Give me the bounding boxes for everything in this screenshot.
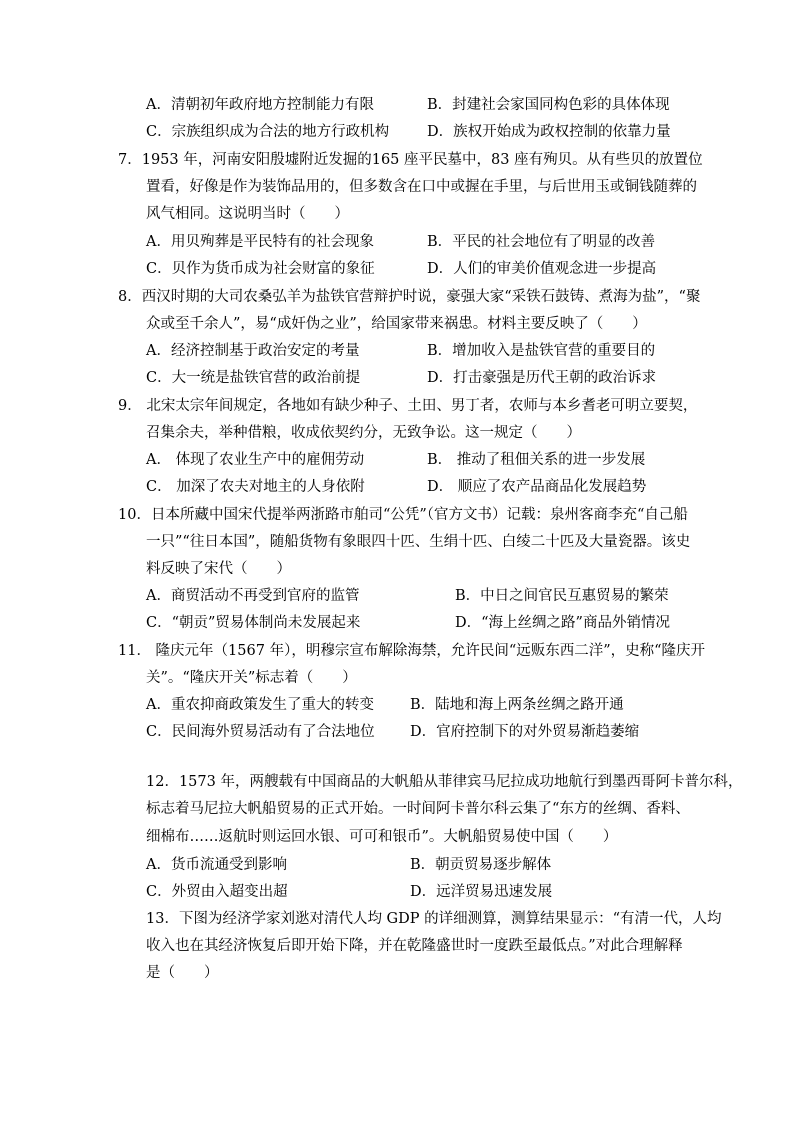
q11-option-a: A．重农抑商政策发生了重大的转变 — [146, 697, 374, 713]
q11-stem-line-1: 11． 隆庆元年（1567 年），明穆宗宣布解除海禁，允许民间“远贩东西二洋”，史称“隆庆开 — [118, 643, 706, 659]
q8-option-b: B．增加收入是盐铁官营的重要目的 — [427, 343, 656, 359]
q8-stem-line-1: 8．西汉时期的大司农桑弘羊为盐铁官营辩护时说，豪强大家“采铁石鼓铸、煮海为盐”，“聚 — [118, 289, 701, 305]
q12-stem-line-2: 标志着马尼拉大帆船贸易的正式开始。一时间阿卡普尔科云集了“东方的丝绸、香料、 — [146, 801, 690, 817]
q12-stem-line-1: 12．1573 年，两艘载有中国商品的大帆船从菲律宾马尼拉成功地航行到墨西哥阿卡普尔科， — [146, 774, 743, 790]
q8-option-d: D．打击豪强是历代王朝的政治诉求 — [427, 370, 657, 386]
q7-option-a: A．用贝殉葬是平民特有的社会现象 — [146, 234, 374, 250]
q10-option-a: A．商贸活动不再受到官府的监管 — [146, 588, 360, 604]
q12-option-a: A．货币流通受到影响 — [146, 857, 287, 873]
q6-option-b: B．封建社会家国同构色彩的具体体现 — [427, 97, 670, 113]
q10-option-b: B．中日之间官民互惠贸易的繁荣 — [455, 588, 669, 604]
q9-option-c: C． 加深了农夫对地主的人身依附 — [146, 479, 365, 495]
q9-option-b: B． 推动了租佃关系的进一步发展 — [427, 452, 646, 468]
q13-stem-line-3: 是（ ） — [146, 965, 219, 981]
q7-option-b: B．平民的社会地位有了明显的改善 — [427, 234, 656, 250]
q12-option-d: D．远洋贸易迅速发展 — [410, 884, 553, 900]
q12-option-b: B．朝贡贸易逐步解体 — [410, 857, 552, 873]
q12-option-c: C．外贸由入超变出超 — [146, 884, 288, 900]
q7-option-d: D．人们的审美价值观念进一步提高 — [427, 261, 657, 277]
q9-option-d: D． 顺应了农产品商品化发展趋势 — [427, 479, 647, 495]
q10-option-d: D．“海上丝绸之路”商品外销情况 — [455, 615, 670, 631]
q10-option-c: C．“朝贡”贸易体制尚未发展起来 — [146, 615, 361, 631]
q12-stem-line-3: 细棉布……返航时则运回水银、可可和银币”。大帆船贸易使中国（ ） — [146, 829, 618, 845]
q7-stem-line-3: 风气相同。这说明当时（ ） — [146, 206, 349, 222]
q11-option-c: C．民间海外贸易活动有了合法地位 — [146, 724, 375, 740]
q7-stem-line-2: 置看，好像是作为装饰品用的，但多数含在口中或握在手里，与后世用玉或铜钱随葬的 — [146, 179, 697, 195]
q7-option-c: C．贝作为货币成为社会财富的象征 — [146, 261, 375, 277]
q10-stem-line-3: 料反映了宋代（ ） — [146, 561, 291, 577]
q10-stem-line-2: 一只”“往日本国”，随船货物有象眼四十匹、生绢十匹、白绫二十匹及大量瓷器。该史 — [146, 534, 691, 550]
q11-option-b: B．陆地和海上两条丝绸之路开通 — [410, 697, 624, 713]
q10-stem-line-1: 10．日本所藏中国宋代提举两浙路市舶司“公凭”（官方文书）记载：泉州客商李充“自己船 — [118, 507, 688, 523]
q7-stem-line-1: 7．1953 年，河南安阳殷墟附近发掘的165 座平民墓中，83 座有殉贝。从有些贝的放置位 — [118, 152, 703, 168]
q9-option-a: A． 体现了农业生产中的雇佣劳动 — [146, 452, 365, 468]
q9-stem-line-1: 9． 北宋太宗年间规定，各地如有缺少种子、土田、男丁者，农师与本乡耆老可明立要契， — [118, 398, 698, 414]
q6-option-a: A．清朝初年政府地方控制能力有限 — [146, 97, 374, 113]
q8-option-c: C．大一统是盐铁官营的政治前提 — [146, 370, 361, 386]
q6-option-c: C．宗族组织成为合法的地方行政机构 — [146, 124, 390, 140]
q9-stem-line-2: 召集余夫，举种借粮，收成依契约分，无致争讼。这一规定（ ） — [146, 425, 581, 441]
q6-option-d: D．族权开始成为政权控制的依靠力量 — [427, 124, 671, 140]
q11-stem-line-2: 关”。“隆庆开关”标志着（ ） — [146, 670, 357, 686]
q8-option-a: A．经济控制基于政治安定的考量 — [146, 343, 360, 359]
q11-option-d: D．官府控制下的对外贸易渐趋萎缩 — [410, 724, 640, 740]
q8-stem-line-2: 众或至千余人”，易“成奸伪之业”，给国家带来祸患。材料主要反映了（ ） — [146, 316, 647, 332]
q13-stem-line-1: 13．下图为经济学家刘逖对清代人均 GDP 的详细测算，测算结果显示：“有清一代，人均 — [146, 911, 722, 927]
q13-stem-line-2: 收入也在其经济恢复后即开始下降，并在乾隆盛世时一度跌至最低点。”对此合理解释 — [146, 938, 683, 954]
